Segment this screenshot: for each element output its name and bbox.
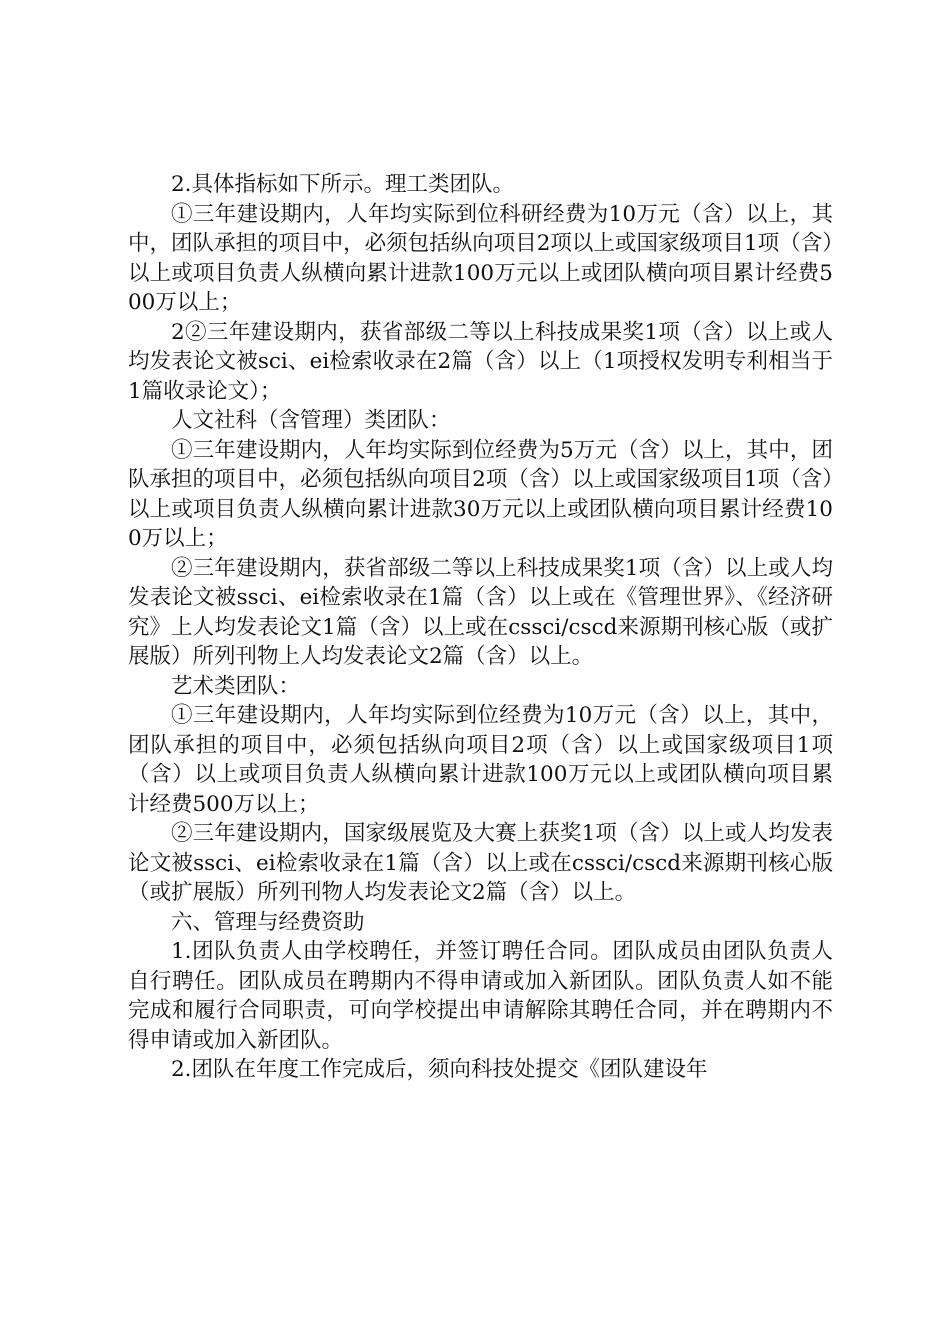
paragraph-humanities-funding-requirement: ①三年建设期内，人年均实际到位经费为5万元（含）以上，其中，团队承担的项目中，必须包括纵向项目2项（含）以上或国家级项目1项（含）以上或项目负责人纵横向累计进款30万元以上或团队横向项目累计经费100万以上；: [128, 437, 833, 551]
paragraph-arts-funding-requirement: ①三年建设期内，人年均实际到位经费为10万元（含）以上，其中，团队承担的项目中，必须包括纵向项目2项（含）以上或国家级项目1项（含）以上或项目负责人纵横向累计进款100万元以上或团队横向项目累计经费500万以上；: [128, 703, 833, 817]
paragraph-team-leader-appointment: 1.团队负责人由学校聘任，并签订聘任合同。团队成员由团队负责人自行聘任。团队成员在聘期内不得申请或加入新团队。团队负责人如不能完成和履行合同职责，可向学校提出申请解除其聘任合同，并在聘期内不得申请或加入新团队。: [128, 939, 833, 1053]
heading-humanities-team: 人文社科（含管理）类团队：: [171, 408, 451, 433]
document-body: [128, 170, 833, 1085]
paragraph-science-funding-requirement: ①三年建设期内，人年均实际到位科研经费为10万元（含）以上，其中，团队承担的项目中，必须包括纵向项目2项以上或国家级项目1项（含）以上或项目负责人纵横向累计进款100万元以上或团队横向项目累计经费500万以上；: [128, 201, 833, 315]
paragraph-science-award-requirement: 2②三年建设期内，获省部级二等以上科技成果奖1项（含）以上或人均发表论文被sci、ei检索收录在2篇（含）以上（1项授权发明专利相当于1篇收录论文）；: [128, 319, 833, 404]
paragraph-humanities-award-requirement: ②三年建设期内，获省部级二等以上科技成果奖1项（含）以上或人均发表论文被ssci、ei检索收录在1篇（含）以上或在《管理世界》、《经济研究》上人均发表论文1篇（含）以上或在cssci/cscd来源期刊核心版（或扩展版）所列刊物上人均发表论文2篇（含）以上。: [128, 555, 833, 669]
paragraph-science-indicators-intro: 2.具体指标如下所示。理工类团队。: [171, 172, 515, 197]
section-heading-management-funding: 六、管理与经费资助: [171, 909, 365, 935]
paragraph-annual-report: 2.团队在年度工作完成后，须向科技处提交《团队建设年: [171, 1057, 708, 1082]
paragraph-arts-award-requirement: ②三年建设期内，国家级展览及大赛上获奖1项（含）以上或人均发表论文被ssci、ei检索收录在1篇（含）以上或在cssci/cscd来源期刊核心版（或扩展版）所列刊物人均发表论文2篇（含）以上。: [128, 821, 833, 905]
heading-arts-team: 艺术类团队：: [171, 673, 301, 699]
